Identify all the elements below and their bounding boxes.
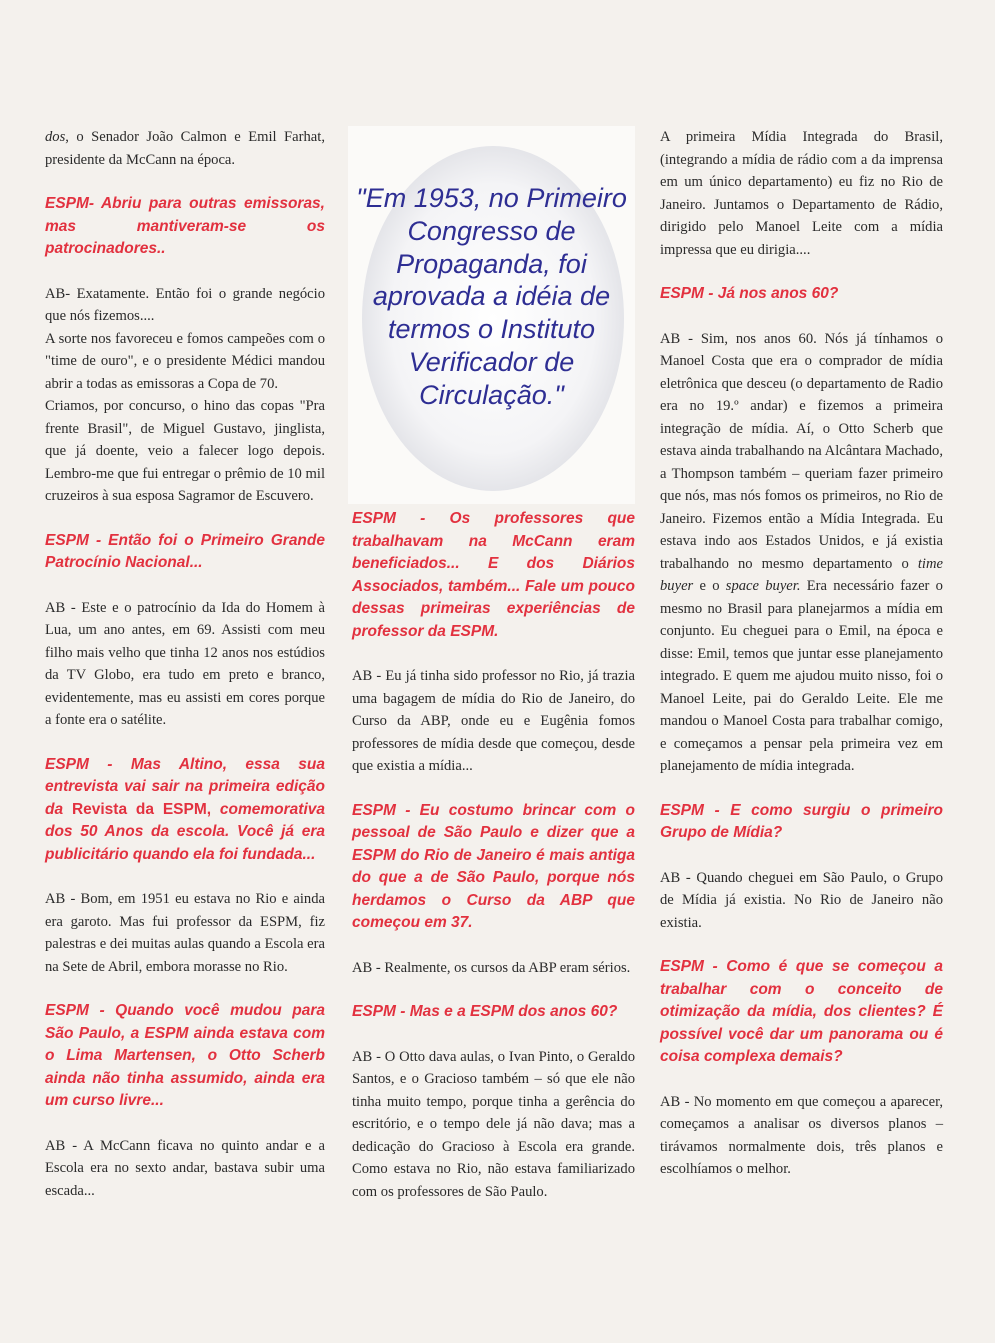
question-heading: ESPM - Mas e a ESPM dos anos 60? bbox=[352, 1003, 618, 1020]
text-line: AB - No momento em que começou a aparecer, começamos a analisar os diversos planos – tirávamos normalmente dois, três planos e escolhíamos o melhor. bbox=[660, 1093, 943, 1177]
text-line: AB - O Otto dava aulas, o Ivan Pinto, o Geraldo Santos, e o Gracioso também – só que ele não tinha muito tempo, porque tinha a gerência do escritório, e o tempo dele já não dava; mas a dedicação do Gracioso à Escola era grande. Como estava no Rio, não estava familiarizado com os professores de São Paulo. bbox=[352, 1048, 635, 1200]
text-line: dos, o Senador João Calmon e Emil Farhat, presidente da McCann na época. bbox=[45, 129, 325, 168]
question-heading: ESPM - Os professores que trabalhavam na McCann eram beneficiados... E dos Diários Associados, também... Fale um pouco dessas primeiras experiências de professor da ESPM. bbox=[352, 510, 635, 640]
question-heading: ESPM - Como é que se começou a trabalhar com o conceito de otimização da mídia, dos clientes? É possível você dar um panorama ou é coisa complexa demais? bbox=[660, 958, 943, 1065]
column-right bbox=[660, 126, 943, 1203]
answer-paragraph bbox=[45, 1135, 325, 1203]
column-left bbox=[45, 126, 325, 1224]
text-line: AB - Quando cheguei em São Paulo, o Grupo de Mídia já existia. No Rio de Janeiro não existia. bbox=[660, 869, 943, 931]
question-heading: ESPM - Eu costumo brincar com o pessoal de São Paulo e dizer que a ESPM do Rio de Janeiro é mais antiga do que a de São Paulo, porque nós herdamos o Curso da ABP que começou em 37. bbox=[352, 801, 635, 931]
text-line: AB - Eu já tinha sido professor no Rio, já trazia uma bagagem de mídia do Rio de Janeiro, do Curso da ABP, onde eu e Eugênia fomos professores de mídia desde que começou, desde que existia a mídia... bbox=[352, 668, 635, 774]
answer-paragraph bbox=[660, 867, 943, 935]
magazine-name: Revista da ESPM, bbox=[71, 800, 212, 818]
answer-paragraph bbox=[45, 283, 325, 508]
answer-paragraph bbox=[45, 126, 325, 171]
answer-paragraph bbox=[45, 597, 325, 732]
text-line: Criamos, por concurso, o hino das copas "Pra frente Brasil", de Miguel Gustavo, jinglista, que já doente, veio a falecer logo depois. Lembro-me que fui entregar o prêmio de 10 mil cruzeiros à sua esposa Sagramor de Escuvero. bbox=[45, 398, 325, 504]
term-italic: time buyer bbox=[660, 555, 943, 594]
pull-quote: "Em 1953, no Primeiro Congresso de Propaganda, foi aprovada a idéia de termos o Instituto Verificador de Circulação." bbox=[356, 183, 627, 410]
question-heading bbox=[45, 754, 325, 867]
answer-paragraph bbox=[352, 957, 635, 980]
answer-paragraph bbox=[352, 1046, 635, 1204]
answer-paragraph bbox=[660, 1091, 943, 1181]
text-line: AB- Exatamente. Então foi o grande negócio que nós fizemos.... bbox=[45, 285, 325, 324]
question-text: comemorativa dos 50 Anos da escola. Você já era publicitário quando ela foi fundada... bbox=[45, 800, 326, 863]
text-span: e o bbox=[699, 578, 720, 594]
text-line: AB - Bom, em 1951 eu estava no Rio e ainda era garoto. Mas fui professor da ESPM, fiz palestras e dei muitas aulas quando a Escola era na Sete de Abril, embora morasse no Rio. bbox=[45, 891, 325, 975]
question-heading: ESPM - Então foi o Primeiro Grande Patrocínio Nacional... bbox=[45, 531, 325, 571]
text-line: A sorte nos favoreceu e fomos campeões com o "time de ouro", e o presidente Médici mandou abrir a todas as emissoras a Copa de 70. bbox=[45, 330, 325, 392]
answer-paragraph bbox=[660, 126, 943, 261]
question-text: ESPM - Mas Altino, essa sua entrevista vai sair na primeira edição da bbox=[45, 755, 325, 818]
question-heading: ESPM- Abriu para outras emissoras, mas mantiveram-se os patrocinadores.. bbox=[45, 195, 325, 257]
term-italic: space buyer. bbox=[725, 578, 801, 594]
question-heading: ESPM - Já nos anos 60? bbox=[660, 285, 839, 302]
text-span: Era necessário fazer o mesmo no Brasil para planejarmos a mídia em conjunto. Eu cheguei para o Emil, na época e disse: Emil, temos que juntar esse planejamento integrado. E quem me ajudou muito nisso, foi o Manoel Leite, pai do Geraldo Leite. Ele me mandou o Manoel Costa para trabalhar comigo, e começamos a pensar pela primeira vez em planejamento de mídia integrada. bbox=[660, 578, 943, 774]
text-line bbox=[660, 328, 943, 778]
text-line: AB - Este e o patrocínio da Ida do Homem à Lua, um ano antes, em 69. Assisti com meu filho mais velho que tinha 12 anos nos estúdios da TV Globo, era tudo em preto e branco, evidentemente, mas eu assisti em cores porque a fonte era o satélite. bbox=[45, 599, 325, 728]
pull-quote-box bbox=[348, 126, 635, 504]
answer-paragraph bbox=[660, 328, 943, 778]
answer-paragraph bbox=[45, 888, 325, 978]
question-heading: ESPM - E como surgiu o primeiro Grupo de Mídia? bbox=[660, 801, 943, 841]
text-line: A primeira Mídia Integrada do Brasil, (integrando a mídia de rádio com a da imprensa em um único departamento) eu fiz no Rio de Janeiro. Juntamos o Departamento de Rádio, dirigido pelo Manoel Leite com a mídia impressa que eu dirigia.... bbox=[660, 129, 943, 258]
text-line: AB - Realmente, os cursos da ABP eram sérios. bbox=[352, 959, 631, 976]
question-heading: ESPM - Quando você mudou para São Paulo, a ESPM ainda estava com o Lima Martensen, o Otto Scherb ainda não tinha assumido, ainda era um curso livre... bbox=[45, 1002, 325, 1109]
text-italic: dos bbox=[45, 129, 66, 145]
column-middle bbox=[352, 508, 635, 1225]
text-line: AB - A McCann ficava no quinto andar e a Escola era no sexto andar, bastava subir uma escada... bbox=[45, 1137, 325, 1199]
answer-paragraph bbox=[352, 665, 635, 778]
text-span: AB - Sim, nos anos 60. Nós já tínhamos o Manoel Costa que era o comprador de mídia eletrônica que desceu (o departamento de Radio era no 19.º andar) e fizemos a primeira integração de mídia. Aí, o Otto Scherb que estava ainda trabalhando na Alcântara Machado, a Thompson também – queriam fazer primeiro que nós, mas nós fomos os primeiros, no Rio de Janeiro. Fizemos então a Mídia Integrada. Eu estava indo aos Estados Unidos, e já existia trabalhando no mesmo departamento o bbox=[660, 330, 943, 572]
